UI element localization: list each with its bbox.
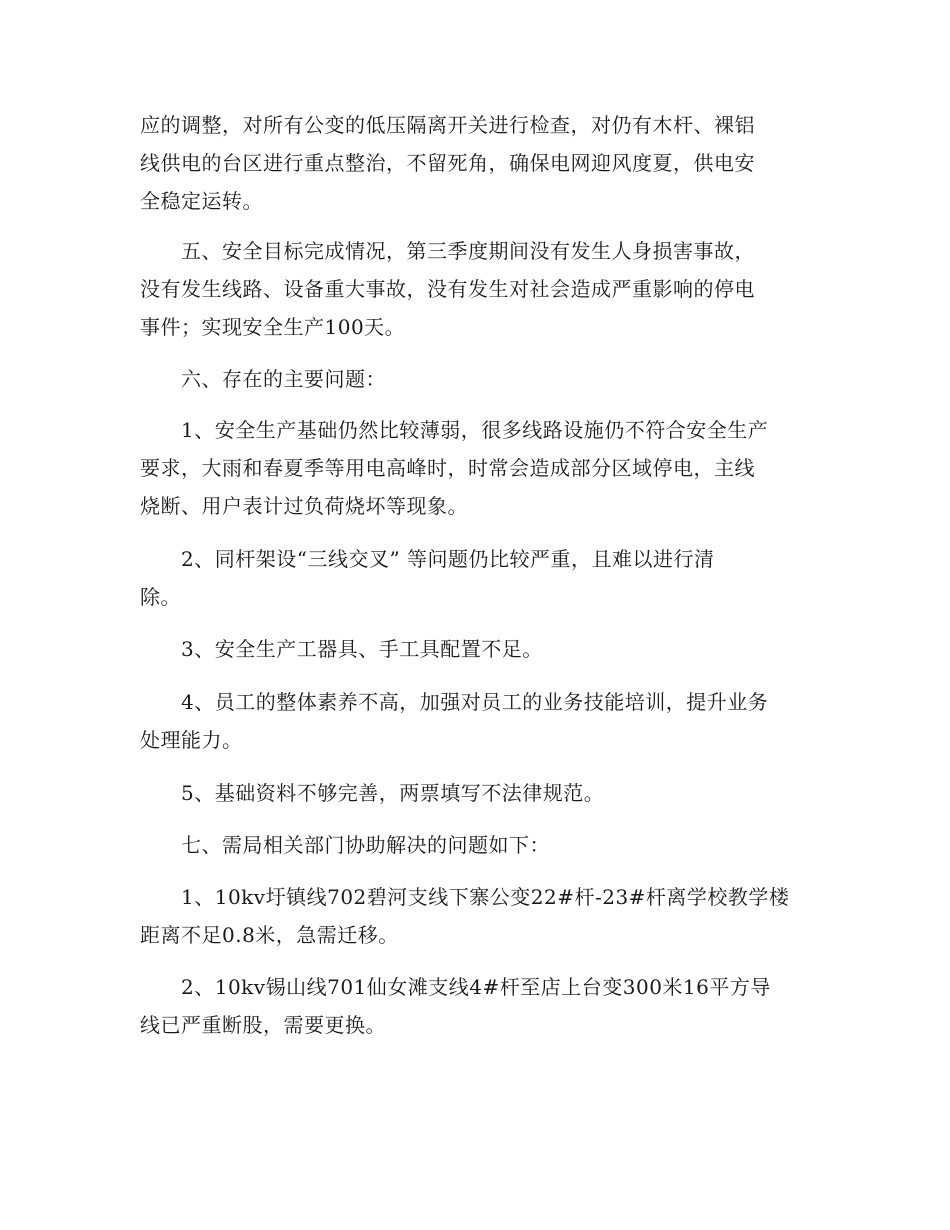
list-item-request-2 (140, 968, 812, 1044)
text-line: 距离不足0.8米，急需迁移。 (140, 923, 399, 947)
list-item-problem-3 (140, 630, 812, 668)
paragraph-power-grid-adjustment (140, 106, 812, 220)
text-line: 应的调整，对所有公变的低压隔离开关进行检查，对仍有木杆、裸铝 (140, 113, 755, 137)
text-line: 3、安全生产工器具、手工具配置不足。 (140, 637, 543, 661)
text-line: 2、同杆架设“三线交叉” 等问题仍比较严重，且难以进行清 (140, 547, 715, 571)
text-line: 5、基础资料不够完善，两票填写不法律规范。 (140, 781, 605, 805)
text-line: 处理能力。 (140, 728, 243, 752)
list-item-problem-2 (140, 540, 812, 616)
list-item-problem-1 (140, 411, 812, 525)
paragraph-safety-goals (140, 232, 812, 346)
text-line: 事件；实现安全生产100天。 (140, 315, 406, 339)
text-line: 线供电的台区进行重点整治，不留死角，确保电网迎风度夏，供电安 (140, 151, 755, 175)
text-line: 要求，大雨和春夏季等用电高峰时，时常会造成部分区域停电，主线 (140, 456, 755, 480)
list-item-problem-4 (140, 683, 812, 759)
text-line: 2、10kv锡山线701仙女滩支线4#杆至店上台变300米16平方导 (140, 975, 771, 999)
list-item-problem-5 (140, 774, 812, 812)
text-line: 全稳定运转。 (140, 189, 263, 213)
heading-main-problems (140, 360, 812, 398)
text-line: 除。 (140, 585, 181, 609)
text-line: 烧断、用户表计过负荷烧坏等现象。 (140, 494, 468, 518)
text-line: 七、需局相关部门协助解决的问题如下： (140, 833, 550, 857)
text-line: 1、10kv圩镇线702碧河支线下寨公变22#杆-23#杆离学校教学楼 (140, 885, 790, 909)
text-line: 线已严重断股，需要更换。 (140, 1013, 386, 1037)
text-line: 4、员工的整体素养不高，加强对员工的业务技能培训，提升业务 (140, 690, 769, 714)
text-line: 五、安全目标完成情况，第三季度期间没有发生人身损害事故， (140, 239, 755, 263)
heading-assistance-needed (140, 826, 812, 864)
list-item-request-1 (140, 878, 812, 954)
text-line: 1、安全生产基础仍然比较薄弱，很多线路设施仍不符合安全生产 (140, 418, 769, 442)
text-line: 没有发生线路、设备重大事故，没有发生对社会造成严重影响的停电 (140, 277, 755, 301)
text-line: 六、存在的主要问题： (140, 367, 386, 391)
